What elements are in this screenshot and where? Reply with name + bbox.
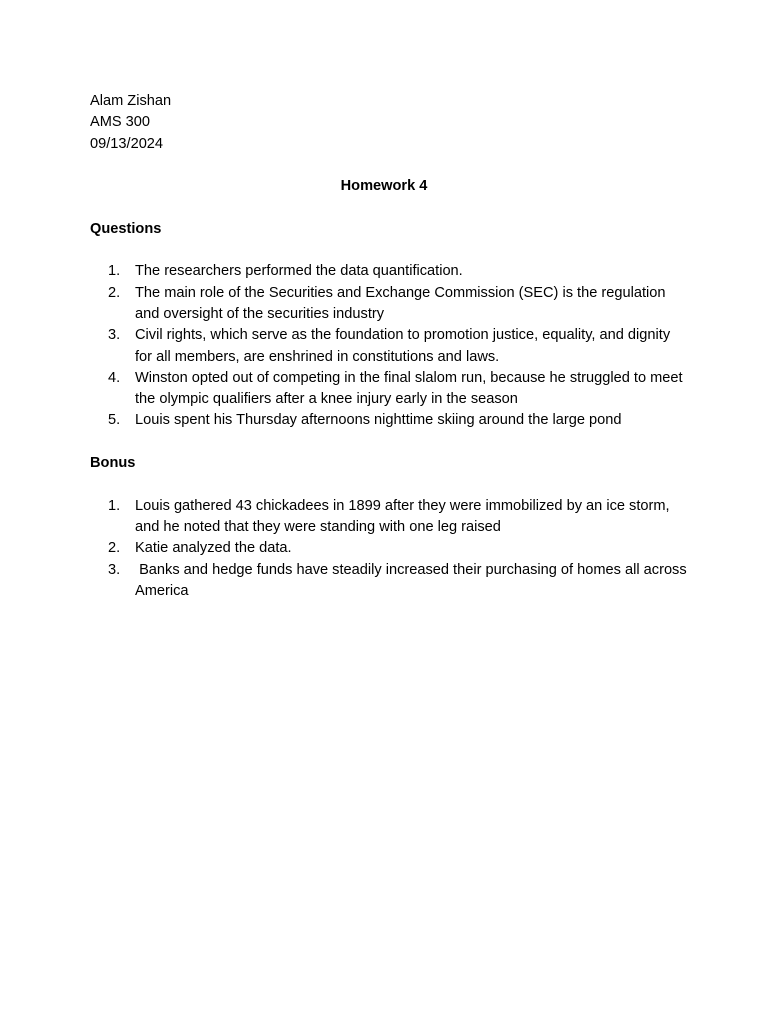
list-number: 1. xyxy=(108,263,121,280)
question-item xyxy=(90,283,690,326)
bonus-text: Louis gathered 43 chickadees in 1899 after they were immobilized by an ice storm, and he noted that they were standing with one leg raised xyxy=(135,497,674,535)
list-number: 2. xyxy=(108,284,121,301)
bonus-list xyxy=(90,496,690,602)
list-number: 2. xyxy=(108,540,121,557)
document-body xyxy=(90,91,690,602)
question-item xyxy=(90,325,690,368)
questions-list xyxy=(90,261,690,431)
student-name: Alam Zishan xyxy=(90,93,172,109)
bonus-text: Katie analyzed the data. xyxy=(135,540,292,557)
document-title: Homework 4 xyxy=(340,178,428,195)
bonus-item xyxy=(90,538,690,559)
bonus-text: Banks and hedge funds have steadily increased their purchasing of homes all across America xyxy=(135,561,690,599)
question-item xyxy=(90,410,690,431)
question-text: The researchers performed the data quantification. xyxy=(135,263,463,280)
question-text: The main role of the Securities and Exchange Commission (SEC) is the regulation and oversight of the securities industry xyxy=(135,284,670,322)
list-number: 4. xyxy=(108,369,121,386)
question-item xyxy=(90,368,690,411)
document-date: 09/13/2024 xyxy=(90,135,164,152)
bonus-item xyxy=(90,496,690,539)
list-number: 1. xyxy=(108,497,121,514)
questions-heading: Questions xyxy=(90,220,162,237)
bonus-heading: Bonus xyxy=(90,455,136,472)
question-item xyxy=(90,261,690,282)
course-code: AMS 300 xyxy=(90,114,151,131)
question-text: Winston opted out of competing in the final slalom run, because he struggled to meet the olympic qualifiers after a knee injury early in the season xyxy=(135,369,687,408)
list-number: 5. xyxy=(108,412,121,429)
list-number: 3. xyxy=(108,327,121,344)
bonus-item xyxy=(90,560,690,603)
question-text: Civil rights, which serve as the foundation to promotion justice, equality, and dignity for all members, are enshrined in constitutions and laws. xyxy=(135,327,675,365)
question-text: Louis spent his Thursday afternoons nighttime skiing around the large pond xyxy=(135,412,622,429)
list-number: 3. xyxy=(108,561,121,578)
